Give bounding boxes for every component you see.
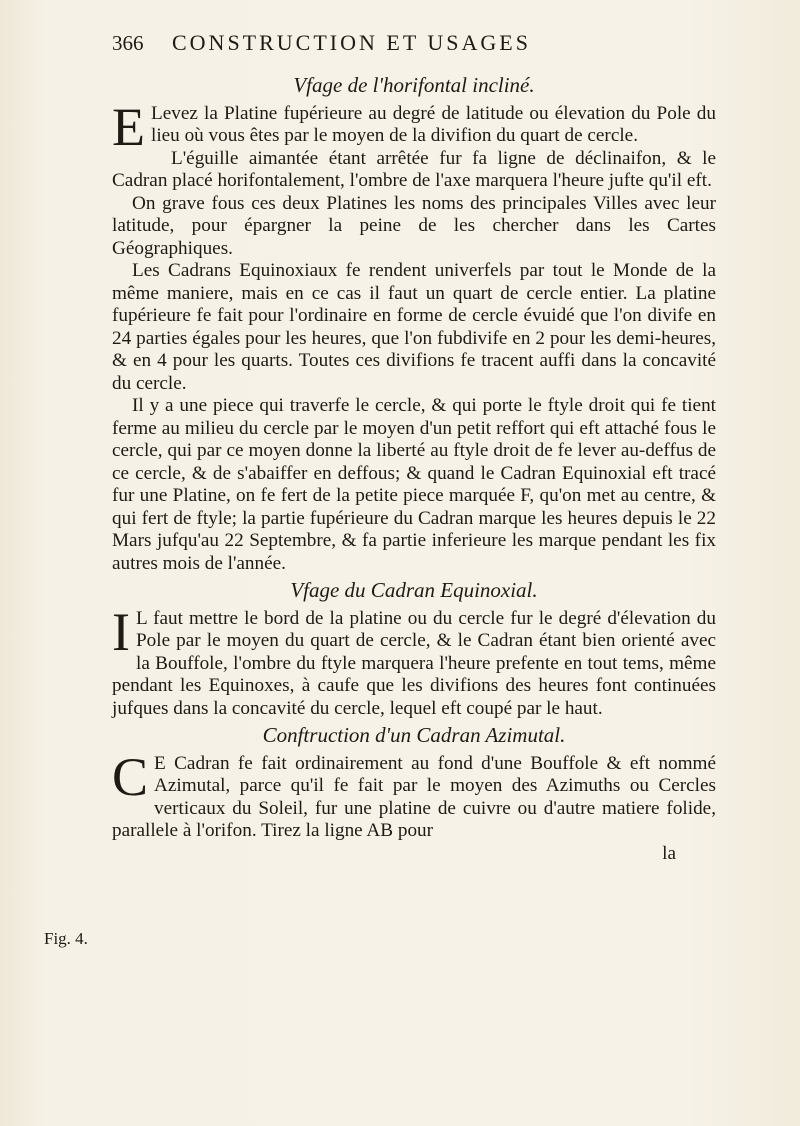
paragraph xyxy=(112,96,716,157)
section-heading: Vfage de l'horifontal incliné. xyxy=(293,73,535,97)
paragraph xyxy=(112,746,716,843)
paragraph-text: E Cadran fe fait ordinairement au fond d'une Bouffole & eft nommé Azimutal, parce qu'il fe fait par le moyen des Azimuths ou Cercles verticaux du Soleil, fur une platine de cuivre ou d'autre matiere folide, parallele à l'orifon. Tirez la ligne AB pour xyxy=(112,752,716,841)
running-head xyxy=(112,30,672,56)
paragraph: L'éguille aimantée étant arrêtée fur fa ligne de déclinaifon, & le Cadran placé horifontalement, l'ombre de l'axe marquera l'heure jufte qu'il eft. xyxy=(112,147,716,191)
paragraph-text: Levez la Platine fupérieure au degré de latitude ou élevation du Pole du lieu où vous êtes par le moyen de la divifion du quart de cercle. xyxy=(151,102,716,146)
paragraph-text: L faut mettre le bord de la platine ou du cercle fur le degré d'élevation du Pole par le moyen du quart de cercle, & le Cadran étant bien orienté avec la Bouffole, l'ombre du ftyle marquera l'heure prefente en tout tems, même pendant les Equinoxes, à caufe que les divifions des heures font continuées jufques dans la concavité du cercle, lequel eft coupé par le haut. xyxy=(112,607,716,719)
body-text xyxy=(112,70,716,865)
paragraph: Les Cadrans Equinoxiaux fe rendent univerfels par tout le Monde de la même maniere, mais en ce cas il faut un quart de cercle entier. La platine fupérieure fe fait pour l'ordinaire en forme de cercle évuidé que l'on divife en 24 parties égales pour les heures, que l'on fubdivife en 2 pour les demi-heures, & en 4 pour les quarts. Toutes ces divifions fe tracent auffi dans la concavité du cercle. xyxy=(112,260,716,394)
running-title: CONSTRUCTION ET USAGES xyxy=(172,30,531,55)
drop-cap: E xyxy=(112,96,145,157)
section-heading: Vfage du Cadran Equinoxial. xyxy=(290,578,538,602)
paragraph xyxy=(112,601,716,721)
figure-reference: Fig. 4. xyxy=(44,929,88,948)
catchword: la xyxy=(662,842,676,864)
page-number: 366 xyxy=(112,31,144,55)
paragraph: On grave fous ces deux Platines les noms des principales Villes avec leur latitude, pour épargner la peine de les chercher dans les Cartes Géographiques. xyxy=(112,192,716,259)
section-heading: Conftruction d'un Cadran Azimutal. xyxy=(262,723,566,747)
drop-cap: I xyxy=(112,601,130,662)
paragraph: Il y a une piece qui traverfe le cercle, & qui porte le ftyle droit qui fe tient ferme au milieu du cercle par le moyen d'un petit reffort qui eft attaché fous le cercle, qui par ce moyen donne la liberté au ftyle droit de fe lever au-deffus de ce cercle, & de s'abaiffer en deffous; & quand le Cadran Equinoxial eft tracé fur une Platine, on fe fert de la petite piece marquée F, qu'on met au centre, & qui fert de ftyle; la partie fupérieure du Cadran marque les heures depuis le 22 Mars jufqu'au 22 Septembre, & fa partie inferieure les marque pendant les fix autres mois de l'année. xyxy=(112,395,716,574)
drop-cap: C xyxy=(112,746,149,807)
